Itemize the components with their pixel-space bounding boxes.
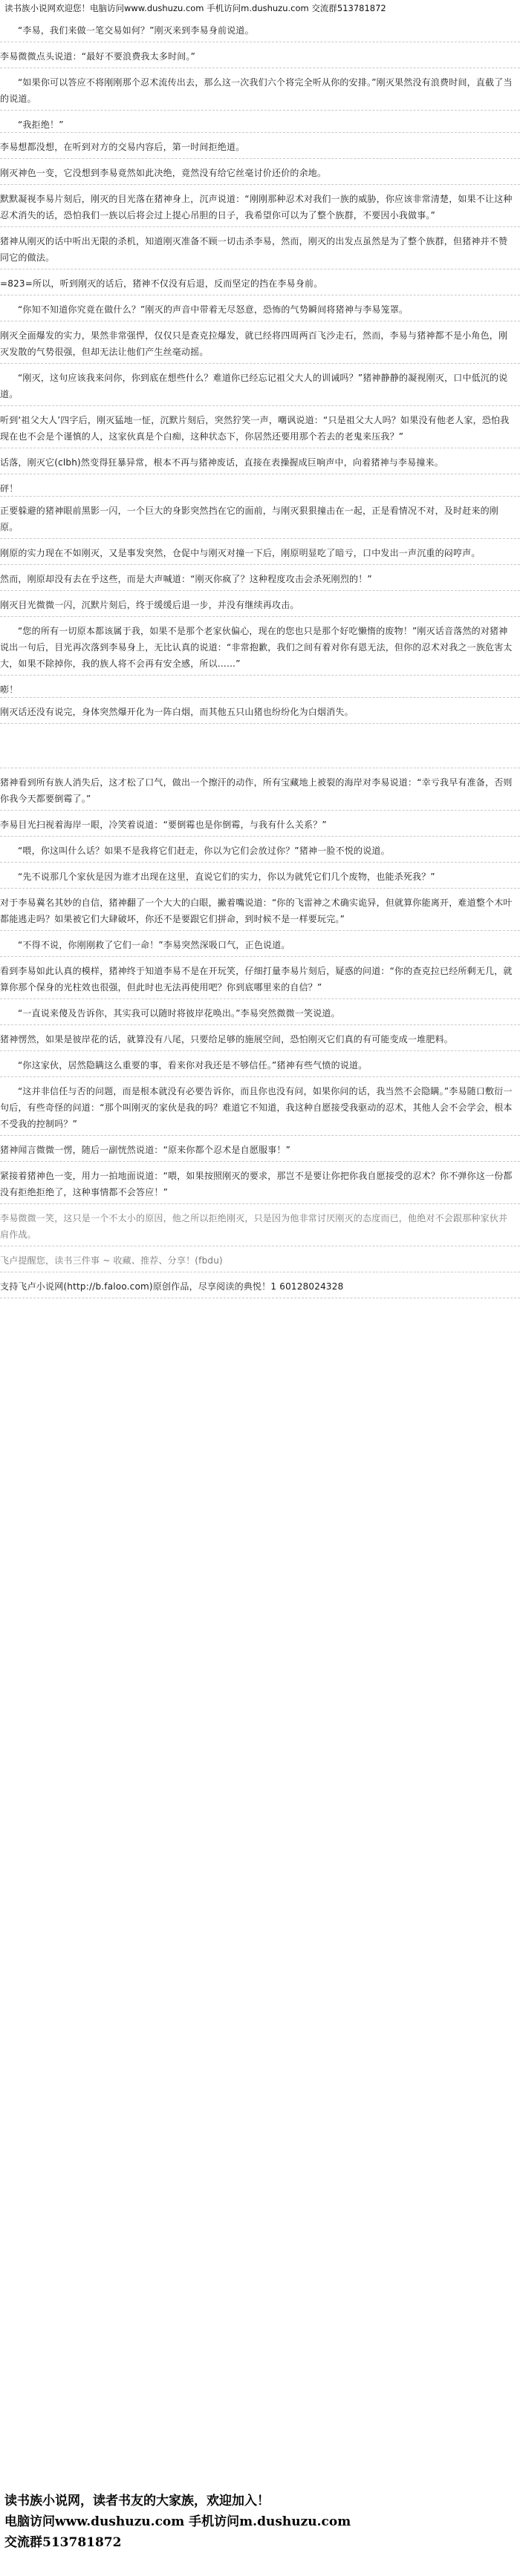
paragraph: 李易微微点头说道：“最好不要浪费我太多时间。” [0,42,520,68]
paragraph: “你知不知道你究竟在做什么？”刚灭的声音中带着无尽怒意，恐怖的气势瞬间将猪神与李易笼罩。 [0,295,520,321]
paragraph: 刚原的实力现在不如刚灭，又是事发突然，仓促中与刚灭对撞一下后，刚原明显吃了暗亏，口中发出一声沉重的闷哼声。 [0,539,520,565]
chapter-body [0,16,520,1298]
paragraph: “你这家伙，居然隐瞒这么重要的事，看来你对我还是不够信任。”猪神有些气愤的说道。 [0,1051,520,1077]
footer-links[interactable]: 电脑访问www.dushuzu.com 手机访问m.dushuzu.com [4,2514,351,2529]
paragraph: 刚灭神色一变，它没想到李易竟然如此决绝，竟然没有给它丝毫讨价还价的余地。 [0,159,520,185]
paragraph: “不得不说，你刚刚救了它们一命！”李易突然深吸口气，正色说道。 [0,931,520,957]
paragraph: 然而，刚原却没有去在乎这些，而是大声喊道：“刚灭你疯了？这种程度攻击会杀死刚烈的！” [0,565,520,591]
paragraph: 刚灭话还没有说完，身体突然爆开化为一阵白烟，而其他五只山猪也纷纷化为白烟消失。 [0,698,520,724]
paragraph: “您的所有一切原本都该属于我，如果不是那个老家伙偏心，现在的您也只是那个好吃懒惰的废物！”刚灭话音落然的对猪神说出一句后，目光再次落到李易身上，无比认真的说道：“非常抱歉，我们之间有着对你有恩无法，但你的忍术对我之一族危害太大，如果不除掉你，我的族人将不会再有安全感，所以……” [0,617,520,676]
footer-welcome: 读书族小说网，读者书友的大家族，欢迎加入！ [4,2494,270,2508]
paragraph: 默默凝视李易片刻后，刚灭的目光落在猪神身上，沉声说道：“刚刚那种忍术对我们一族的威胁，你应该非常清楚，如果不让这种忍术消失的话，恐怕我们一族以后将会过上提心吊胆的日子，我希望你可以为了整个族群，不要因小我做事。” [0,185,520,227]
paragraph: “刚灭，这句应该我来问你，你到底在想些什么？难道你已经忘记祖父大人的训诫吗？”猪神静静的凝视刚灭，口中低沉的说道。 [0,364,520,406]
paragraph: 听到‘祖父大人’四字后，刚灭猛地一怔，沉默片刻后，突然狞笑一声，嘲讽说道：“只是祖父大人吗？如果没有他老人家，恐怕我现在也不会是个谨慎的人，这家伙真是个白痴，这种状态下，你居然还要用那个若去的老鬼来压我？” [0,406,520,448]
paragraph: “李易，我们来做一笔交易如何？”刚灭来到李易身前说道。 [0,16,520,42]
footer [0,2491,520,2553]
paragraph[interactable]: 飞卢提醒您，读书三件事 ~ 收藏、推荐、分享！(fbdu) [0,1246,520,1272]
paragraph: 支持飞卢小说网(http://b.faloo.com)原创作品，尽享阅读的典悦！1 60128024328 [0,1272,520,1298]
paragraph: 猪神愣然，如果是彼岸花的话，就算没有八尾，只要给足够的施展空间，恐怕刚灭它们真的有可能变成一堆肥料。 [0,1025,520,1051]
paragraph: 猪神从刚灭的话中听出无限的杀机，知道刚灭准备不顾一切击杀李易，然而，刚灭的出发点虽然是为了整个族群，但猪神并不赞同它的做法。 [0,227,520,269]
paragraph: 紧接着猪神色一变，用力一拍地面说道：“喂，如果按照刚灭的要求，那岂不是要让你把你我自愿接受的忍术？你不弹你这一份都没有拒绝拒绝了，这种事情都不会答应！” [0,1162,520,1204]
paragraph: 刚灭目光微微一闪，沉默片刻后，终于缓缓后退一步，并没有继续再攻击。 [0,591,520,617]
paragraph: “先不说那几个家伙是因为谁才出现在这里，直说它们的实力，你以为就凭它们几个废物，也能杀死我？” [0,863,520,889]
paragraph: “喂，你这叫什么话？如果不是我将它们赶走，你以为它们会放过你？”猪神一脸不悦的说道。 [0,837,520,863]
paragraph: 看到李易如此认真的模样，猪神终于知道李易不是在开玩笑，仔细打量李易片刻后，疑惑的问道：“你的查克拉已经所剩无几，就算你那个保身的光柱效也很强，但此时也无法再使用吧？你到底哪里来的自信？” [0,957,520,999]
paragraph: 砰！ [0,474,520,497]
paragraph: 刚灭全面爆发的实力，果然非常强悍，仅仅只是查克拉爆发，就已经将四周两百飞沙走石，然而，李易与猪神都不是小角色，刚灭发散的气势很强，但却无法让他们产生丝毫动摇。 [0,321,520,364]
site-banner: 读书族小说网欢迎您！电脑访问www.dushuzu.com 手机访问m.dushuzu.com 交流群513781872 [4,3,386,13]
paragraph: 李易微微一笑，这只是一个不太小的原因，他之所以拒绝刚灭，只是因为他非常讨厌刚灭的态度而已，他绝对不会跟那种家伙并肩作战。 [0,1204,520,1246]
paragraph: “这并非信任与否的问题，而是根本就没有必要告诉你，而且你也没有问，如果你问的话，我当然不会隐瞒。”李易随口敷衍一句后，有些奇怪的问道：“那个叫刚灭的家伙是我的吗？难道它不知道，我这种自愿接受我驱动的忍术，其他人会不会学会，根本不受我的控制吗？” [0,1077,520,1136]
paragraph: =823=所以，听到刚灭的话后，猪神不仅没有后退，反而坚定的挡在李易身前。 [0,269,520,295]
paragraph [0,724,520,768]
paragraph: 嘭！ [0,676,520,698]
paragraph: 正要躲避的猪神眼前黑影一闪，一个巨大的身影突然挡在它的面前，与刚灭狠狠撞击在一起，正是看情况不对，及时赶来的刚原。 [0,497,520,539]
paragraph: “我拒绝！” [0,111,520,133]
footer-group: 交流群513781872 [4,2535,122,2550]
paragraph: 对于李易冀名其妙的自信，猪神翻了一个大大的白眼，撇着嘴说道：“你的飞雷神之术确实诡异，但就算你能离开，难道整个木叶都能逃走吗？如果被它们大肆破坏，你还不是要跟它们拼命，到时候不是一样要玩完。” [0,889,520,931]
paragraph: 李易目光扫视着海岸一眼，冷笑着说道：“要倒霉也是你倒霉，与我有什么关系？” [0,811,520,837]
paragraph: 话落，刚灭它(clbh)然变得狂暴异常，根本不再与猪神废话，直接在表操握成巨响声中，向着猪神与李易撞来。 [0,448,520,474]
paragraph: 猪神闻言微微一愣，随后一副恍然说道：“原来你都个忍术是自愿服事！” [0,1136,520,1162]
paragraph: 李易想都没想，在听到对方的交易内容后，第一时间拒绝道。 [0,133,520,159]
paragraph: “一直说来傻及告诉你，其实我可以随时将彼岸花唤出。”李易突然微微一笑说道。 [0,999,520,1025]
paragraph: “如果你可以答应不将刚刚那个忍术流传出去，那么这一次我们六个将完全听从你的安排。”刚灭果然没有浪费时间，直截了当的说道。 [0,68,520,111]
paragraph: 猪神看到所有族人消失后，这才松了口气，做出一个擦汗的动作，所有宝藏地上被裂的海岸对李易说道：“幸亏我早有准备，否则你我今天都要倒霉了。” [0,768,520,811]
